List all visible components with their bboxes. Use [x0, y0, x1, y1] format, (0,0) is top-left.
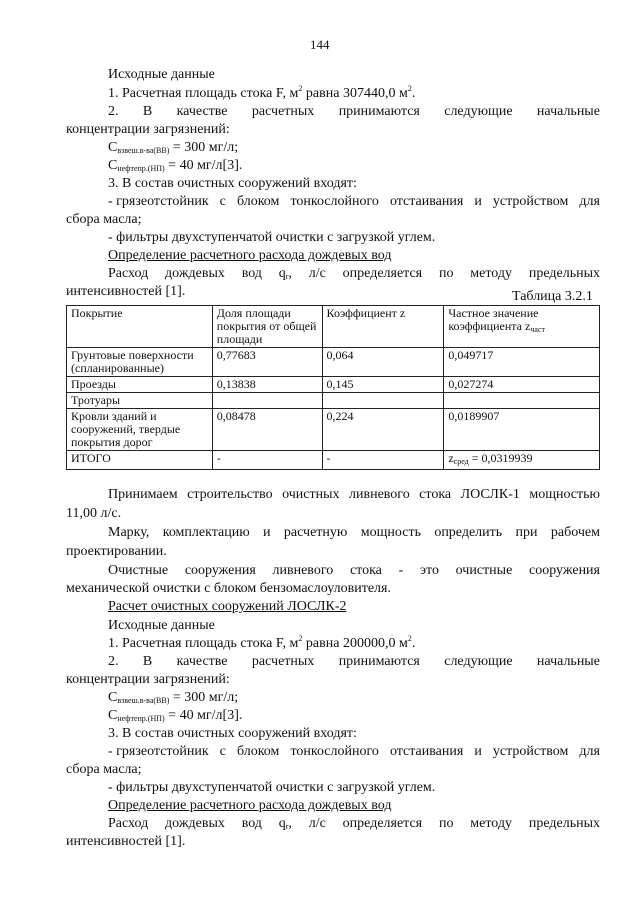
concentration-suspended: $С_{взвеш.в-ва(ВВ)} = 300$ мг/л;	[108, 140, 239, 155]
bullet-settler-line2: сбора масла;	[66, 212, 142, 227]
concentration-intro-line: 2. В качестве расчетных принимаются следующие начальные	[108, 104, 600, 119]
paragraph-loslk1: Принимаем строительство очистных ливневого стока ЛОСЛК-1 мощностью	[108, 487, 600, 502]
page-number: 144	[310, 37, 330, 52]
header-share: Доля площади покрытия от общей площади	[212, 306, 322, 348]
rain-flow-line: Расход дождевых вод $q_r$, л/с определяется по методу предельных	[108, 266, 600, 281]
coefficients-table	[66, 305, 600, 470]
table-header-row	[67, 306, 600, 348]
table-caption: Таблица 3.2.1	[512, 289, 593, 304]
concentration-oil: $С_{нефтепр.(НП)} = 40$ мг/л[3].	[108, 158, 243, 173]
composition-line: 3. В состав очистных сооружений входят:	[108, 176, 357, 191]
paragraph-loslk1-line2: 11,00 л/с.	[66, 506, 122, 521]
concentration-intro-line-2: 2. В качестве расчетных принимаются следующие начальные	[108, 654, 600, 669]
rain-flow-line-2: Расход дождевых вод $q_r$, л/с определяется по методу предельных	[108, 816, 600, 831]
bullet-settler-line2-2: сбора масла;	[66, 762, 142, 777]
bullet-filters: - фильтры двухступенчатой очистки с загрузкой углем.	[108, 230, 436, 245]
table-total-row: ИТОГО - - zсред = 0,0319939	[67, 451, 600, 470]
header-coef: Коэффициент z	[322, 306, 444, 348]
area-line-2: 1. Расчетная площадь стока F, $м^2$ равна 200000,0 $м^2$.	[108, 634, 416, 651]
composition-line-2: 3. В состав очистных сооружений входят:	[108, 726, 357, 741]
concentration-intro-line2: концентрации загрязнений:	[66, 122, 230, 137]
rain-flow-subheading: Определение расчетного расхода дождевых вод	[108, 248, 392, 263]
table-row: Тротуары	[67, 393, 600, 409]
rain-flow-line2-2: интенсивностей [1].	[66, 834, 186, 849]
table-row: Проезды 0,13838 0,145 0,027274	[67, 377, 600, 393]
header-cover: Покрытие	[67, 306, 213, 348]
concentration-oil-2: $С_{нефтепр.(НП)} = 40$ мг/л[3].	[108, 708, 243, 723]
table-row: Грунтовые поверхности (спланированные) 0,77683 0,064 0,049717	[67, 348, 600, 377]
paragraph-facilities-line2: механической очистки с блоком бензомаслоуловителя.	[66, 581, 391, 596]
initial-data-heading: Исходные данные	[108, 67, 215, 82]
paragraph-brand-line2: проектировании.	[66, 544, 167, 559]
paragraph-facilities: Очистные сооружения ливневого стока - это очистные сооружения	[108, 563, 600, 578]
header-partial: Частное значение коэффициента zчаст	[444, 306, 600, 348]
bullet-settler: - грязеотстойник с блоком тонкослойного отстаивания и устройством для	[108, 194, 600, 209]
concentration-intro-line2-2: концентрации загрязнений:	[66, 672, 230, 687]
table-row: Кровли зданий и сооружений, твердые покрытия дорог 0,08478 0,224 0,0189907	[67, 409, 600, 451]
concentration-suspended-2: $С_{взвеш.в-ва(ВВ)} = 300$ мг/л;	[108, 690, 239, 705]
area-line: 1. Расчетная площадь стока F, $м^2$ равна 307440,0 $м^2$.	[108, 84, 416, 101]
bullet-settler-2: - грязеотстойник с блоком тонкослойного отстаивания и устройством для	[108, 744, 600, 759]
initial-data-heading-2: Исходные данные	[108, 618, 215, 633]
loslk2-heading: Расчет очистных сооружений ЛОСЛК-2	[108, 599, 347, 614]
paragraph-brand: Марку, комплектацию и расчетную мощность определить при рабочем	[108, 525, 600, 540]
rain-flow-line2: интенсивностей [1].	[66, 284, 186, 299]
rain-flow-subheading-2: Определение расчетного расхода дождевых вод	[108, 798, 392, 813]
bullet-filters-2: - фильтры двухступенчатой очистки с загрузкой углем.	[108, 780, 436, 795]
